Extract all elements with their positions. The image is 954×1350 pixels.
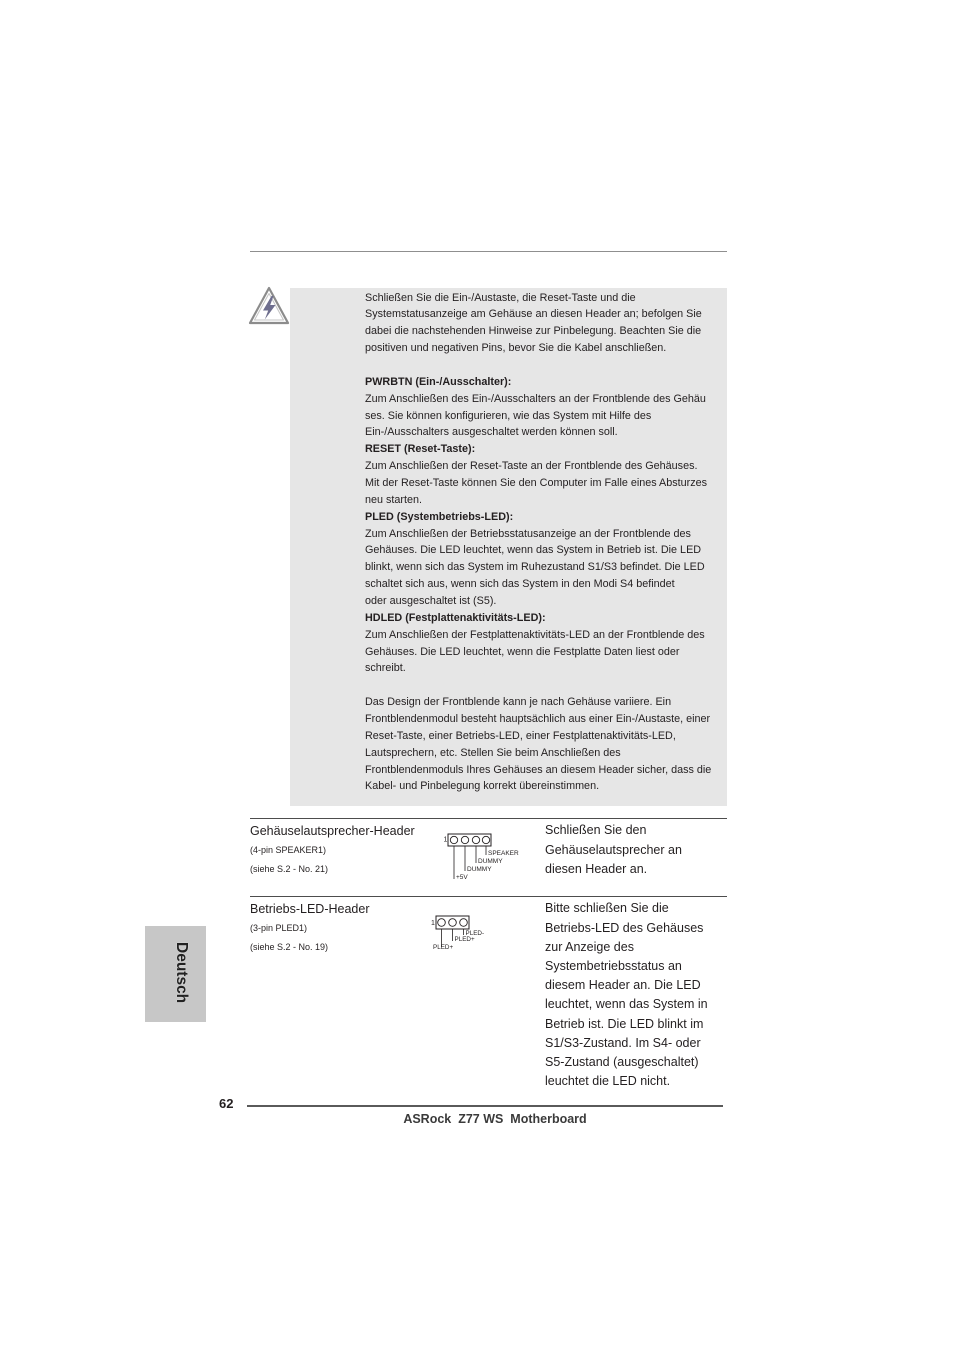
note-line: Mit der Reset-Taste können Sie den Computer im Falle eines Absturzes <box>365 476 708 489</box>
speaker-header-info <box>250 822 415 879</box>
pin-label: +5V <box>456 874 468 881</box>
note-heading-pwrbtn: PWRBTN (Ein-/Ausschalter): <box>365 375 512 388</box>
note-line: positiven und negativen Pins, bevor Sie die Kabel anschließen. <box>365 342 667 355</box>
note-line: schreibt. <box>365 662 406 675</box>
note-box <box>290 288 727 806</box>
note-line: ses. Sie können konfigurieren, wie das System mit Hilfe des <box>365 409 652 422</box>
note-line: blinkt, wenn sich das System im Ruhezustand S1/S3 befindet. Die LED <box>365 561 705 574</box>
pin <box>450 836 457 843</box>
description-line: zur Anzeige des <box>545 939 634 954</box>
note-line: Gehäuses. Die LED leuchtet, wenn das System in Betrieb ist. Die LED <box>365 544 702 557</box>
note-line: Zum Anschließen der Betriebsstatusanzeige an der Frontblende des <box>365 527 691 540</box>
pled-header-info <box>250 900 370 957</box>
note-line: Frontblendenmodul besteht hauptsächlich aus einer Ein-/Austaste, einer <box>365 712 711 725</box>
note-heading-pled: PLED (Systembetriebs-LED): <box>365 510 514 523</box>
warning-icon <box>248 286 290 326</box>
page-number: 62 <box>219 1096 234 1111</box>
note-heading-hdled: HDLED (Festplattenaktivitäts-LED): <box>365 611 546 624</box>
note-line: neu starten. <box>365 493 423 506</box>
pled-pin-diagram <box>428 912 492 952</box>
note-heading-reset: RESET (Reset-Taste): <box>365 443 476 456</box>
note-line: oder ausgeschaltet ist (S5). <box>365 594 497 607</box>
description-line: Bitte schließen Sie die <box>545 901 669 916</box>
note-line: Ein-/Ausschalters ausgeschaltet werden können soll. <box>365 426 618 439</box>
description-line: S5-Zustand (ausgeschaltet) <box>545 1054 699 1069</box>
description-line: diesem Header an. Die LED <box>545 978 701 993</box>
note-line: Lautsprechern, etc. Stellen Sie beim Anschließen des <box>365 746 621 759</box>
pin-label: SPEAKER <box>488 850 519 857</box>
pin-label: PLED- <box>465 930 485 937</box>
description-line: Schließen Sie den <box>545 823 647 838</box>
pin-label: PLED+ <box>454 936 475 943</box>
pin-label: PLED+ <box>433 944 454 951</box>
note-text <box>365 290 711 796</box>
note-line: Kabel- und Pinbelegung korrekt übereinstimmen. <box>365 780 600 793</box>
description-line: S1/S3-Zustand. Im S4- oder <box>545 1035 701 1050</box>
note-spacer <box>365 677 711 694</box>
pin-label: DUMMY <box>467 866 492 873</box>
pin1-marker: 1 <box>443 836 448 844</box>
header-name: Gehäuselautsprecher-Header <box>250 823 415 838</box>
top-divider <box>250 251 727 252</box>
note-line: Systemstatusanzeige am Gehäuse an diesen Header an; befolgen Sie <box>365 308 702 321</box>
note-line: Zum Anschließen des Ein-/Ausschalters an der Frontblende des Gehäu <box>365 392 706 405</box>
pin <box>461 836 468 843</box>
section-divider <box>250 818 727 819</box>
header-reference: (siehe S.2 - No. 21) <box>250 863 329 874</box>
language-tab <box>145 926 206 1022</box>
speaker-header-description <box>545 821 682 879</box>
note-line: Das Design der Frontblende kann je nach Gehäuse variiere. Ein <box>365 696 672 709</box>
header-pin-info: (4-pin SPEAKER1) <box>250 844 327 855</box>
section-divider <box>250 896 727 897</box>
pin <box>449 919 457 927</box>
language-tab-label: Deutsch <box>173 942 190 1004</box>
note-spacer <box>365 357 711 374</box>
header-name: Betriebs-LED-Header <box>250 901 370 916</box>
description-line: diesen Header an. <box>545 861 648 876</box>
note-line: Zum Anschließen der Festplattenaktivitäts-LED an der Frontblende des <box>365 628 705 641</box>
description-line: Systembetriebsstatus an <box>545 958 682 973</box>
note-line: Gehäuses. Die LED leuchtet, wenn die Festplatte Daten liest oder <box>365 645 680 658</box>
header-reference: (siehe S.2 - No. 19) <box>250 941 329 952</box>
speaker-pin-diagram <box>440 830 522 882</box>
description-line: Betrieb ist. Die LED blinkt im <box>545 1016 704 1031</box>
note-line: dabei die nachstehenden Hinweise zur Pinbelegung. Beachten Sie die <box>365 325 702 338</box>
description-line: Gehäuselautsprecher an <box>545 842 682 857</box>
pin <box>460 919 468 927</box>
footer-product-name: ASRock Z77 WS Motherboard <box>403 1112 587 1126</box>
note-line: Schließen Sie die Ein-/Austaste, die Reset-Taste und die <box>365 291 636 304</box>
description-line: Betriebs-LED des Gehäuses <box>545 920 704 935</box>
pin-label: DUMMY <box>478 858 503 865</box>
note-line: Frontblendenmoduls Ihres Gehäuses an diesem Header sicher, dass die <box>365 763 712 776</box>
pin1-marker: 1 <box>431 920 435 927</box>
pled-header-description <box>545 899 708 1091</box>
footer-divider <box>247 1105 723 1107</box>
note-line: Reset-Taste, einer Betriebs-LED, einer Festplattenaktivitäts-LED, <box>365 729 676 742</box>
pin <box>482 836 489 843</box>
header-pin-info: (3-pin PLED1) <box>250 922 308 933</box>
note-line: schaltet sich aus, wenn sich das System in den Modi S4 befindet <box>365 578 675 591</box>
description-line: leuchtet, wenn das System in <box>545 997 708 1012</box>
note-line: Zum Anschließen der Reset-Taste an der Frontblende des Gehäuses. <box>365 460 698 473</box>
pin <box>438 919 446 927</box>
description-line: leuchtet die LED nicht. <box>545 1074 671 1089</box>
pin <box>472 836 479 843</box>
